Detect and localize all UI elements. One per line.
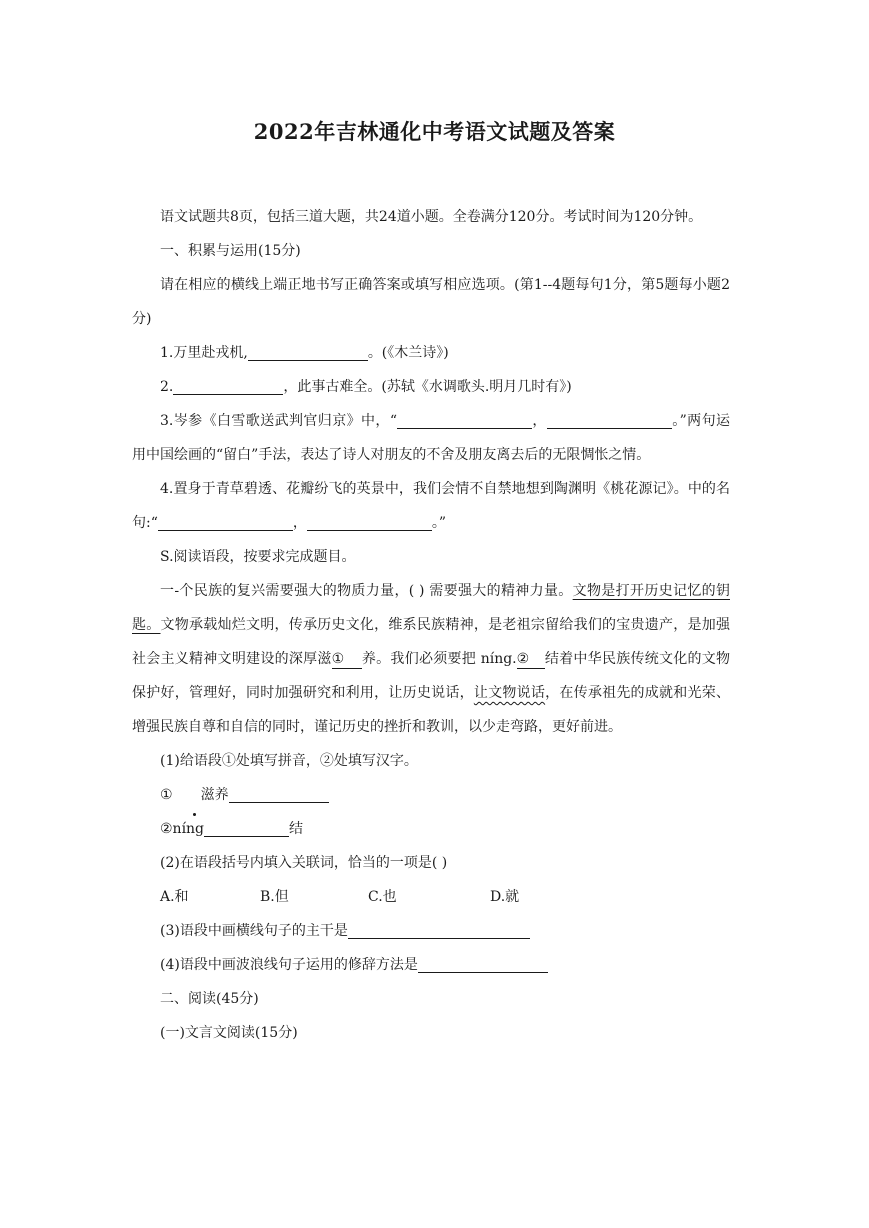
- sub-question-2: (2)在语段括号内填入关联词，恰当的一项是( ): [160, 855, 448, 871]
- question-4: [132, 472, 730, 540]
- sub1b-answer-blank[interactable]: [204, 818, 289, 837]
- q4-answer-blank-2[interactable]: [307, 512, 432, 531]
- q2-pre: 2.: [160, 379, 174, 395]
- section1-heading: 一、积累与运用(15分): [160, 243, 301, 259]
- passage-marker-1: ①: [332, 650, 362, 669]
- sub3-text: (3)语段中画横线句子的主干是: [160, 923, 348, 939]
- sub1a-pre: ①: [160, 787, 173, 803]
- question-3: [132, 404, 730, 472]
- q3-pre: 3.岑参《白雪歌送武判官归京》中，“: [160, 413, 397, 429]
- sub-question-1a: [132, 778, 730, 812]
- option-c[interactable]: C.也: [368, 889, 397, 905]
- question-5-passage: [132, 574, 730, 744]
- sub3-answer-blank[interactable]: [348, 920, 530, 939]
- section1-instruction: 请在相应的横线上端正地书写正确答案或填写相应选项。(第1--4题每句1分，第5题每小题2分): [132, 277, 730, 327]
- option-a[interactable]: A.和: [160, 889, 189, 905]
- sub4-answer-blank[interactable]: [418, 954, 548, 973]
- question-5-heading: S.阅读语段，按要求完成题目。: [160, 549, 356, 565]
- passage-marker-2: ②: [517, 650, 545, 669]
- q3-post: 。”两句运用中国绘画的“留白”手法，表达了诗人对朋友的不舍及朋友离去后的无限惆怅之情。: [132, 413, 730, 463]
- passage-part-5: ，在传承祖先的成就和光荣、增强民族自尊和自信的同时，谨记历史的挫折和教训，以少走弯路，更好前进。: [132, 685, 731, 735]
- underlined-sentence: 文物是打开历史记忆的钥匙。: [132, 583, 730, 633]
- q4-mid: ，: [292, 515, 307, 531]
- sub1b-post: 结: [289, 821, 304, 837]
- intro-paragraph: 语文试题共8页，包括三道大题，共24道小题。全卷满分120分。考试时间为120分钟。: [160, 209, 703, 225]
- sub-question-1: (1)给语段①处填写拼音，②处填写汉字。: [160, 753, 418, 769]
- q2-answer-blank[interactable]: [173, 376, 283, 395]
- passage-part-4: 结着中华民族传统文化的文物保护好，管理好，同时加强研究和利用，让历史说话，: [132, 651, 731, 701]
- sub4-text: (4)语段中画波浪线句子运用的修辞方法是: [160, 957, 418, 973]
- q3-answer-blank-1[interactable]: [397, 410, 532, 429]
- q3-mid: ，: [532, 413, 547, 429]
- sub-question-3: [132, 914, 730, 948]
- sub1b-pre: ②níng: [160, 821, 205, 837]
- q1-answer-blank[interactable]: [248, 342, 368, 361]
- q3-answer-blank-2[interactable]: [547, 410, 672, 429]
- sub1a-dotted-char: 滋: [173, 778, 215, 812]
- q1-post: 。(《木兰诗》): [367, 345, 449, 361]
- option-d[interactable]: D.就: [490, 889, 520, 905]
- passage-part-2: 文物承载灿烂文明，传承历史文化，维系民族精神，是老祖宗留给我们的宝贵遗产，是加强社会主义精神文明建设的深厚滋: [132, 617, 731, 667]
- q4-post: 。”: [431, 515, 447, 531]
- section2-sub-heading: (一)文言文阅读(15分): [160, 1025, 298, 1041]
- q4-answer-blank-1[interactable]: [158, 512, 293, 531]
- passage-part-1: 一-个民族的复兴需要强大的物质力量，( ) 需要强大的精神力量。: [160, 583, 573, 599]
- sub-question-4: [132, 948, 730, 982]
- sub1a-answer-blank[interactable]: [229, 784, 329, 803]
- sub1a-post: 养: [214, 787, 229, 803]
- option-b[interactable]: B.但: [260, 889, 289, 905]
- page-title: 2022年吉林通化中考语文试题及答案: [253, 119, 616, 144]
- passage-part-3: 养。我们必须要把 níng.: [361, 651, 517, 667]
- exam-content: [132, 200, 730, 1050]
- q4-pre: 4.置身于青草碧透、花瓣纷飞的英景中，我们会情不自禁地想到陶渊明《桃花源记》。中的名句:“: [132, 481, 730, 531]
- q2-post: ，此事古难全。(苏轼《水调歌头.明月几时有》): [283, 379, 572, 395]
- question-2: [132, 370, 730, 404]
- section2-heading: 二、阅读(45分): [160, 991, 259, 1007]
- q1-pre: 1.万里赴戎机,: [160, 345, 248, 361]
- wavy-underlined-sentence: 让文物说话: [473, 685, 546, 701]
- sub-question-2-options: [132, 880, 730, 914]
- question-1: [132, 336, 730, 370]
- sub-question-1b: [132, 812, 730, 846]
